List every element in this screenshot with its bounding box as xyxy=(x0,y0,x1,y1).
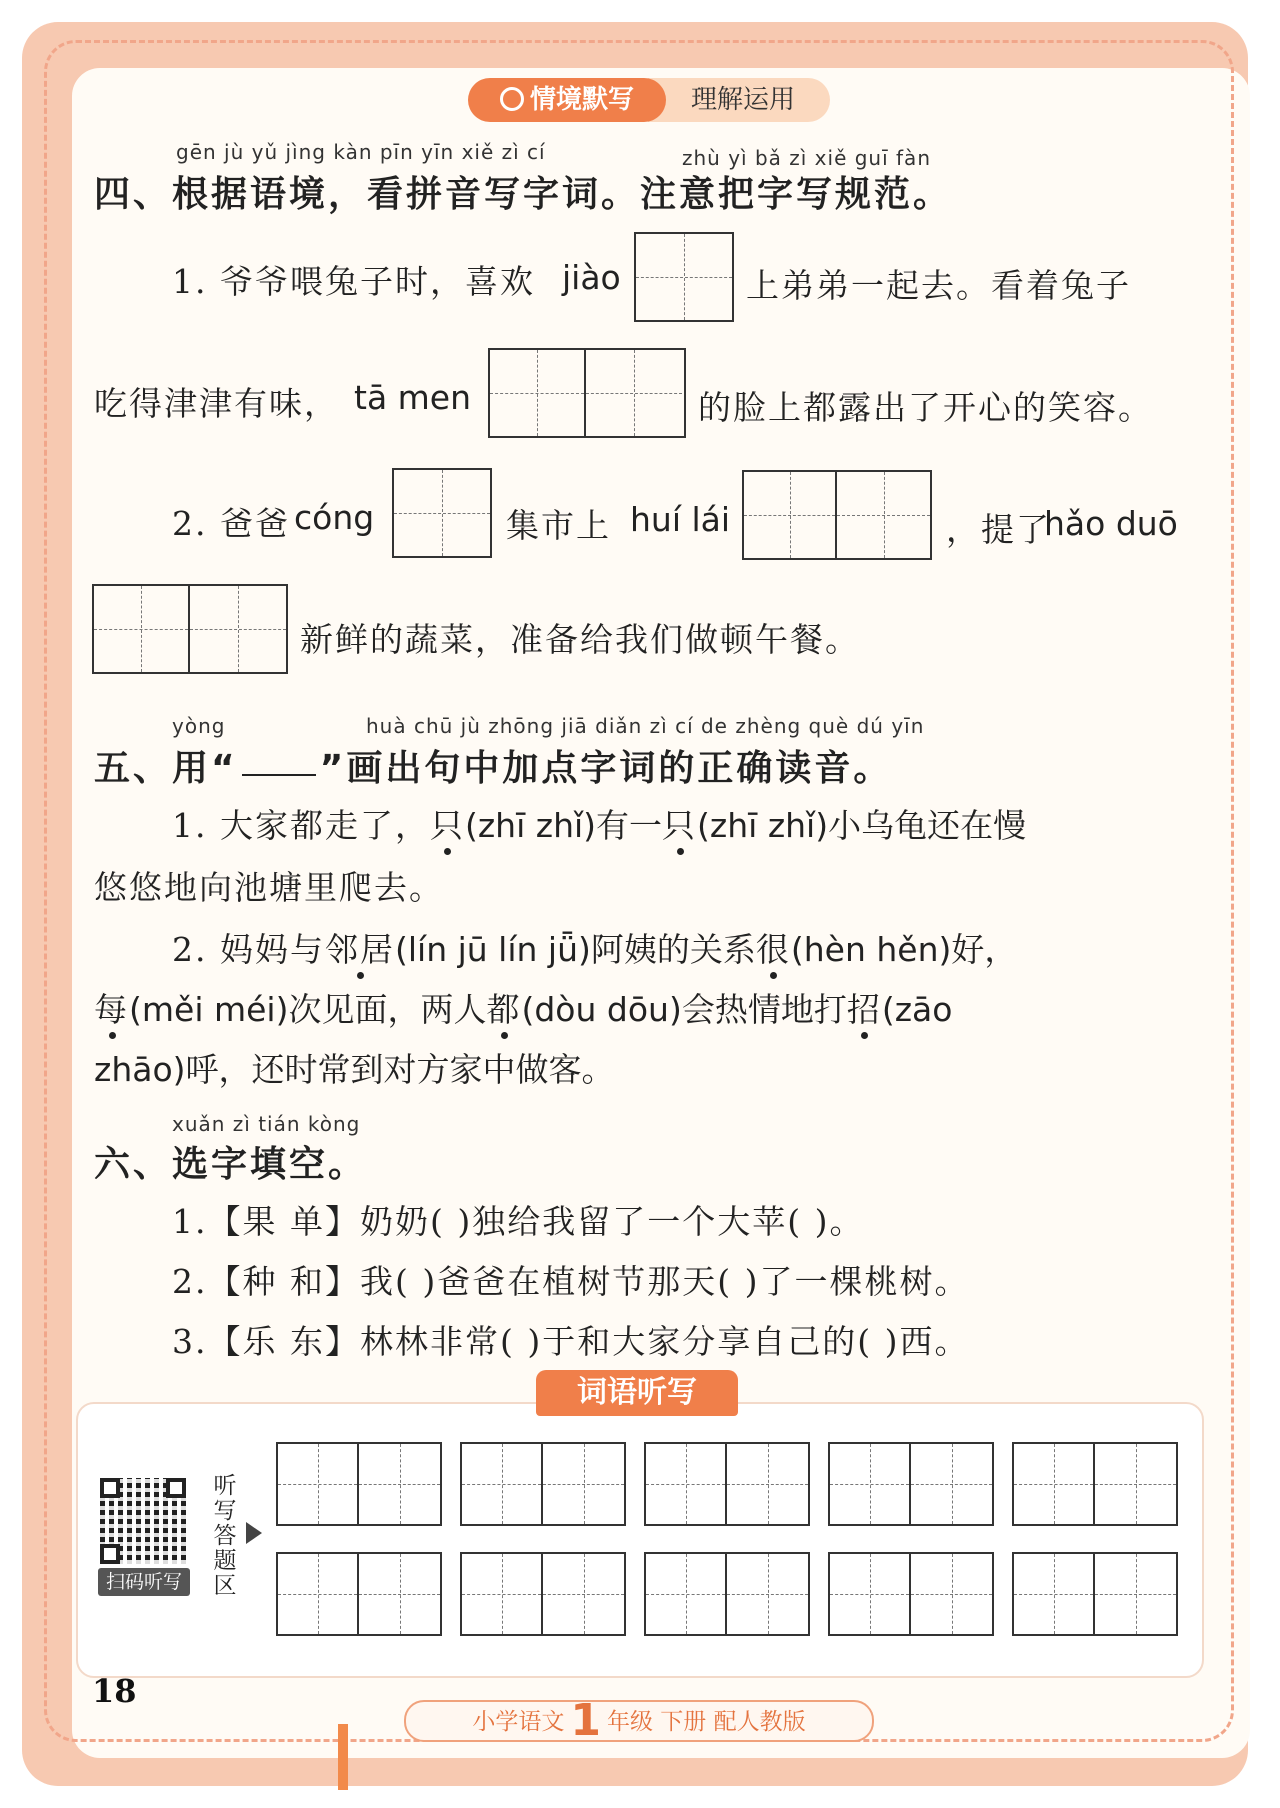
s4-q1-pinyin-1: jiào xyxy=(562,258,621,297)
s5-q2-text-a: 2. 妈妈与 xyxy=(172,930,325,969)
qr-corner-tr xyxy=(166,1478,186,1498)
s5-q2-line2 xyxy=(94,984,952,1031)
dictation-box-6[interactable] xyxy=(276,1552,442,1636)
s4-q1-answer-box-2[interactable] xyxy=(488,348,686,438)
dictation-box-2[interactable] xyxy=(460,1442,626,1526)
s5-q1-dotted-word-2: 只 xyxy=(662,806,698,845)
dictation-box-5[interactable] xyxy=(1012,1442,1178,1526)
section4-title: 四、根据语境，看拼音写字词。注意把字写规范。 xyxy=(94,174,953,215)
dictation-box-8[interactable] xyxy=(644,1552,810,1636)
s5-q2-dotted-word-2: 很 xyxy=(755,930,791,969)
s4-q1-pinyin-2: tā men xyxy=(354,378,472,417)
s4-q2-pinyin-2: huí lái xyxy=(630,500,731,539)
section6-pinyin: xuǎn zì tián kòng xyxy=(172,1112,361,1136)
s4-q2-pinyin-3: hǎo duō xyxy=(1044,504,1178,543)
s5-q1-options-2[interactable]: (zhī zhǐ)小乌龟还在慢 xyxy=(697,806,1027,845)
dictation-box-3[interactable] xyxy=(644,1442,810,1526)
dictation-title: 词语听写 xyxy=(536,1370,738,1416)
medal-icon xyxy=(500,87,524,111)
qr-corner-tl xyxy=(100,1478,120,1498)
s5-q1-options-1[interactable]: (zhī zhǐ)有一 xyxy=(464,806,663,845)
s4-q1-text-b: 上弟弟一起去。看着兔子 xyxy=(746,266,1131,305)
s5-q2-options-4[interactable]: (dòu dōu)会热情地打 xyxy=(521,990,847,1029)
s5-q1-line1 xyxy=(172,800,1026,847)
s4-q1-text-c: 吃得津津有味， xyxy=(94,384,339,423)
dictation-box-10[interactable] xyxy=(1012,1552,1178,1636)
s5-q2-options-5b[interactable]: zhāo)呼，还时常到对方家中做客。 xyxy=(94,1050,615,1089)
s4-q1-answer-box-1[interactable] xyxy=(634,232,734,322)
s4-q2-answer-box-3[interactable] xyxy=(92,584,288,674)
s4-q2-answer-box-2[interactable] xyxy=(742,470,932,560)
arrow-right-icon xyxy=(246,1522,262,1544)
s5-q2-dotted-word-4: 都 xyxy=(486,990,522,1029)
s5-q2-options-5a[interactable]: (zāo xyxy=(881,990,953,1029)
s4-q2-pinyin-1: cóng xyxy=(294,498,375,537)
section5-underline-sample xyxy=(242,770,316,776)
section5-pinyin-2: huà chū jù zhōng jiā diǎn zì cí de zhèng què dú yīn xyxy=(366,714,925,738)
tab-main xyxy=(468,78,666,122)
footer-grade-text: 年级 下册 配人教版 xyxy=(607,1709,806,1735)
dictation-box-7[interactable] xyxy=(460,1552,626,1636)
s5-q2-line1 xyxy=(172,924,1017,971)
section5-title xyxy=(94,740,892,791)
s5-q1-text-a: 1. 大家都走了， xyxy=(172,806,430,845)
section5-title-a: 五、用“ xyxy=(94,748,238,789)
tab-sub-label: 理解运用 xyxy=(648,78,830,122)
dictation-box-1[interactable] xyxy=(276,1442,442,1526)
s6-q3[interactable]: 3.【乐 东】林林非常( )于和大家分享自己的( )西。 xyxy=(172,1322,970,1361)
dictation-box-4[interactable] xyxy=(828,1442,994,1526)
s4-q2-text-a: 2. 爸爸 xyxy=(172,504,290,543)
s4-q1-text-d: 的脸上都露出了开心的笑容。 xyxy=(698,388,1153,427)
dictation-side-label: 听写答题区 xyxy=(213,1473,237,1599)
s5-q2-line3 xyxy=(94,1044,615,1091)
book-info-footer xyxy=(404,1695,874,1746)
section4-pinyin-2: zhù yì bǎ zì xiě guī fàn xyxy=(682,146,931,170)
page-number: 18 xyxy=(92,1672,137,1710)
qr-corner-bl xyxy=(100,1544,120,1564)
s4-q1-text-a: 1. 爷爷喂兔子时，喜欢 xyxy=(172,262,535,301)
s5-q2-dotted-word-5: 招 xyxy=(846,990,882,1029)
dictation-box-9[interactable] xyxy=(828,1552,994,1636)
section5-title-b: ”画出句中加点字词的正确读音。 xyxy=(319,748,893,789)
bookmark-ribbon xyxy=(338,1724,348,1790)
s4-q2-text-b: 集市上 xyxy=(506,506,611,545)
s5-q2-options-3[interactable]: (měi méi)次见面，两人 xyxy=(129,990,487,1029)
footer-subject: 小学语文 xyxy=(472,1709,565,1735)
s5-q2-options-2[interactable]: (hèn hěn)好， xyxy=(790,930,1018,969)
s5-q1-dotted-word-1: 只 xyxy=(429,806,465,845)
s6-q2[interactable]: 2.【种 和】我( )爸爸在植树节那天( )了一棵桃树。 xyxy=(172,1262,970,1301)
footer-grade-number: 1 xyxy=(570,1695,601,1746)
s5-q2-options-1[interactable]: (lín jū lín jǖ)阿姨的关系 xyxy=(394,930,756,969)
s5-q2-dotted-word-3: 每 xyxy=(94,990,129,1029)
s5-q1-line2: 悠悠地向池塘里爬去。 xyxy=(94,868,444,907)
section5-pinyin-1: yòng xyxy=(172,714,226,738)
s4-q2-text-d: 新鲜的蔬菜，准备给我们做顿午餐。 xyxy=(300,620,860,659)
section-header-tab xyxy=(468,78,830,122)
qr-scan-label: 扫码听写 xyxy=(98,1568,190,1596)
tab-main-label: 情境默写 xyxy=(529,85,634,115)
s6-q1[interactable]: 1.【果 单】奶奶( )独给我留了一个大苹( )。 xyxy=(172,1202,865,1241)
s4-q2-text-c: ，提了 xyxy=(946,510,1051,549)
section6-title: 六、选字填空。 xyxy=(94,1144,368,1185)
section4-pinyin-1: gēn jù yǔ jìng kàn pīn yīn xiě zì cí xyxy=(176,140,546,164)
s4-q2-answer-box-1[interactable] xyxy=(392,468,492,558)
s5-q2-dotted-word-1: 邻居 xyxy=(324,930,395,969)
